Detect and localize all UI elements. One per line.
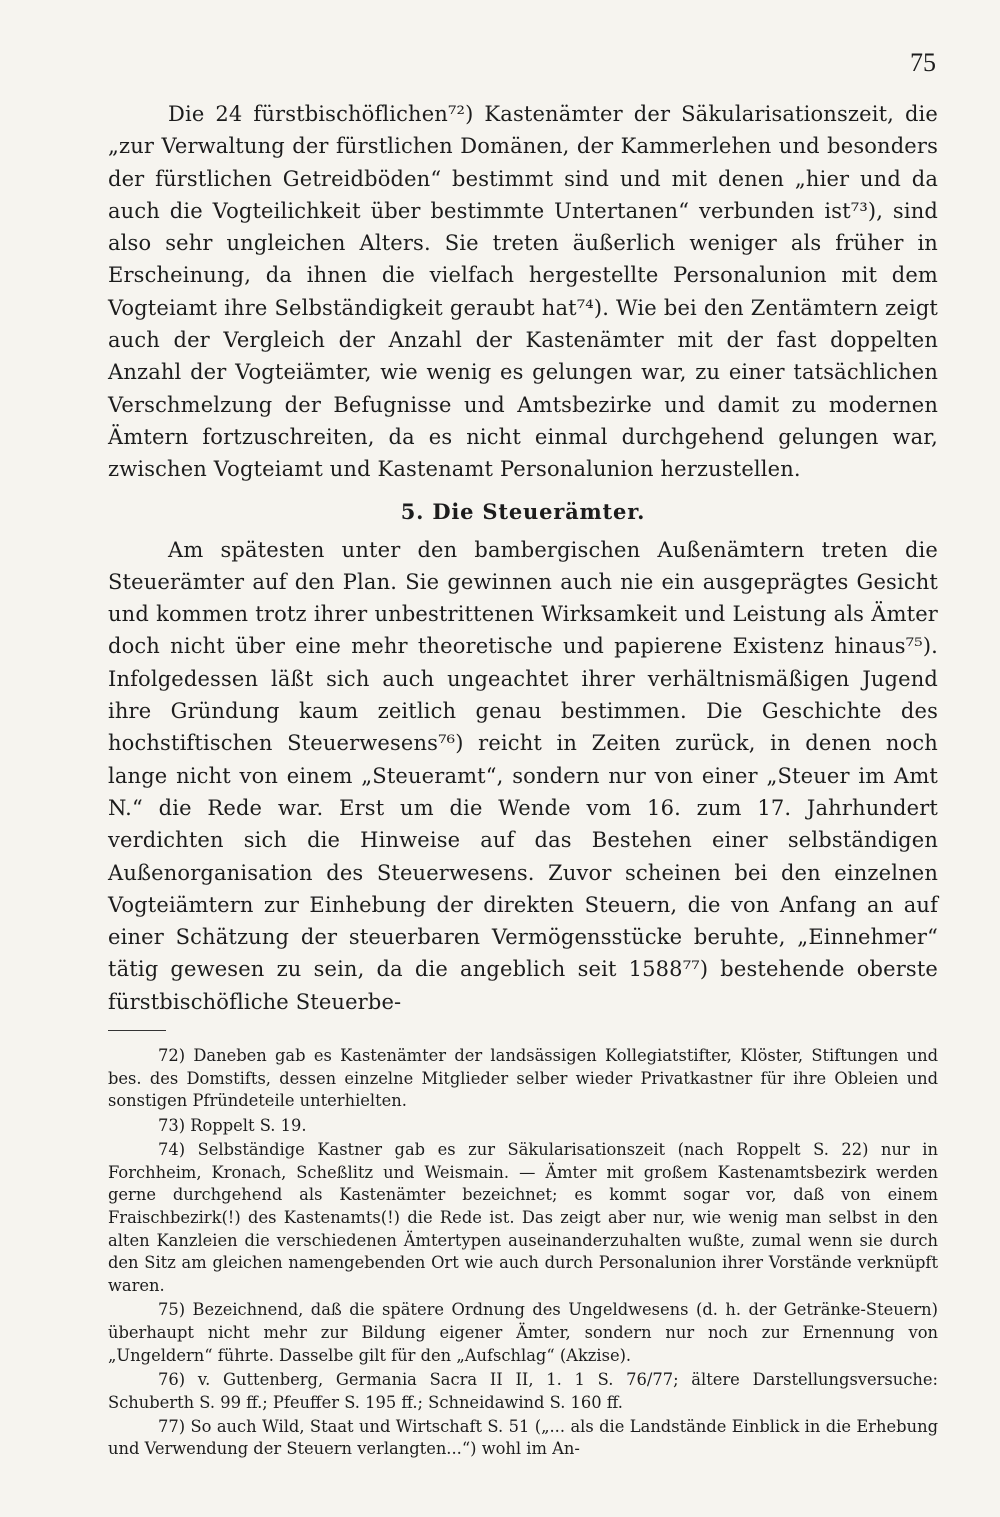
- footnote-75: 75) Bezeichnend, daß die spätere Ordnung des Ungeldwesens (d. h. der Getränke-Steuern) überhaupt nicht mehr zur Bildung eigener Ämter, sondern nur noch zur Ernennung von „Ungeldern“ führte. Dasselbe gilt für den „Aufschlag“ (Akzise).: [108, 1300, 938, 1365]
- page-number: 75: [910, 48, 936, 77]
- footnote-76: 76) v. Guttenberg, Germania Sacra II II, 1. 1 S. 76/77; ältere Darstellungsversuche: Schuberth S. 99 ff.; Pfeuffer S. 195 ff.; Schneidawind S. 160 ff.: [108, 1369, 938, 1412]
- paragraph-steueraemter: Am spätesten unter den bambergischen Außenämtern treten die Steuerämter auf den Plan. Sie gewinnen auch nie ein ausgeprägtes Gesicht und kommen trotz ihrer unbestrittenen Wirksamkeit und Leistung als Ämter doch nicht über eine mehr theoretische und papierene Existenz hinaus⁷⁵). Infolgedessen läßt sich auch ungeachtet ihrer verhältnismäßigen Jugend ihre Gründung kaum zeitlich genau bestimmen. Die Geschichte des hochstiftischen Steuerwesens⁷⁶) reicht in Zeiten zurück, in denen noch lange nicht von einem „Steueramt“, sondern nur von einer „Steuer im Amt N.“ die Rede war. Erst um die Wende vom 16. zum 17. Jahrhundert verdichten sich die Hinweise auf das Bestehen einer selbständigen Außenorganisation des Steuerwesens. Zuvor scheinen bei den einzelnen Vogteiämtern zur Einhebung der direkten Steuern, die von Anfang an auf einer Schätzung der steuerbaren Vermögensstücke beruhte, „Einnehmer“ tätig gewesen zu sein, da die angeblich seit 1588⁷⁷) bestehende oberste fürstbischöfliche Steuerbe-: [108, 537, 938, 1014]
- footnotes: [108, 1045, 938, 1461]
- footnote-divider: [108, 1030, 166, 1031]
- section-heading: 5. Die Steuerämter.: [400, 498, 646, 524]
- main-text: [108, 98, 938, 1463]
- footnote-74: 74) Selbständige Kastner gab es zur Säkularisationszeit (nach Roppelt S. 22) nur in Forchheim, Kronach, Scheßlitz und Weismain. — Ämter mit großem Kastenamtsbezirk werden gerne durchgehend als Kastenämter bezeichnet; es kommt sogar vor, daß von einem Fraischbezirk(!) des Kastenamts(!) die Rede ist. Das zeigt aber nur, wie wenig man selbst in den alten Kanzleien die verschiedenen Ämtertypen auseinanderzuhalten wußte, zumal wenn sie durch den Sitz am gleichen namengebenden Ort wie auch durch Personalunion ihrer Vorstände verknüpft waren.: [108, 1139, 938, 1296]
- footnote-72: 72) Daneben gab es Kastenämter der landsässigen Kollegiatstifter, Klöster, Stiftungen und bes. des Domstifts, dessen einzelne Mitglieder selber wieder Privatkastner für ihre Obleien und sonstigen Pfründeteile unterhielten.: [108, 1046, 938, 1111]
- footnote-77: 77) So auch Wild, Staat und Wirtschaft S. 51 („... als die Landstände Einblick in die Erhebung und Verwendung der Steuern verlangten...“) wohl im An-: [108, 1416, 938, 1459]
- paragraph-kastenaemter: Die 24 fürstbischöflichen⁷²) Kastenämter der Säkularisationszeit, die „zur Verwaltung der fürstlichen Domänen, der Kammerlehen und besonders der fürstlichen Getreidböden“ bestimmt sind und mit denen „hier und da auch die Vogteilichkeit über bestimmte Untertanen“ verbunden ist⁷³), sind also sehr ungleichen Alters. Sie treten äußerlich weniger als früher in Erscheinung, da ihnen die vielfach hergestellte Personalunion mit dem Vogteiamt ihre Selbständigkeit geraubt hat⁷⁴). Wie bei den Zentämtern zeigt auch der Vergleich der Anzahl der Kastenämter mit der fast doppelten Anzahl der Vogteiämter, wie wenig es gelungen war, zu einer tatsächlichen Verschmelzung der Befugnisse und Amtsbezirke und damit zu modernen Ämtern fortzuschreiten, da es nicht einmal durchgehend gelungen war, zwischen Vogteiamt und Kastenamt Personalunion herzustellen.: [108, 102, 938, 482]
- footnote-73: 73) Roppelt S. 19.: [158, 1115, 307, 1135]
